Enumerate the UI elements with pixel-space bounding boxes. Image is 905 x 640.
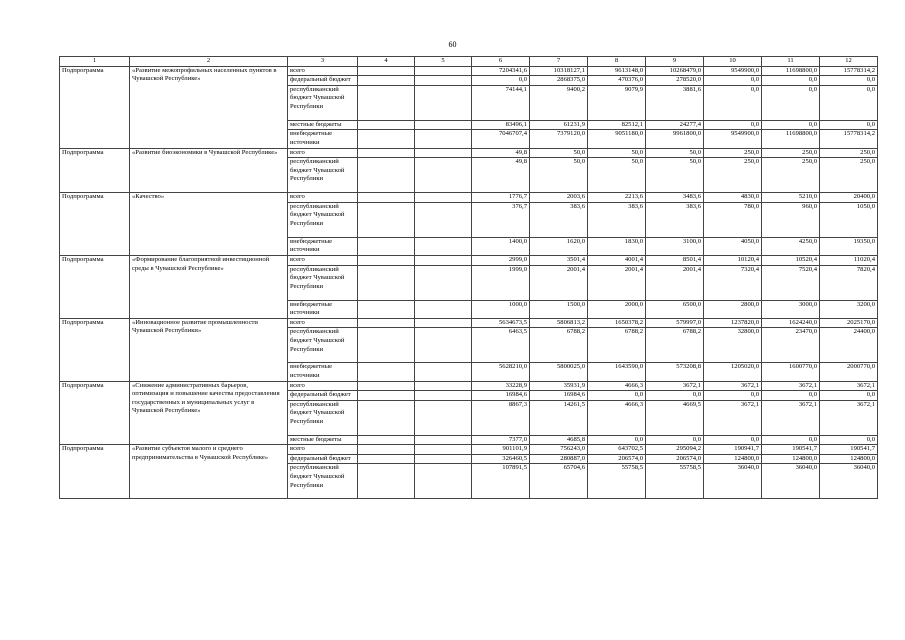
value-cell: 0,0 <box>472 76 530 86</box>
empty-cell <box>358 381 415 391</box>
value-cell: 33228,9 <box>472 381 530 391</box>
value-cell: 1643590,0 <box>588 363 646 381</box>
value-cell: 3672,1 <box>704 400 762 435</box>
value-cell: 5634673,5 <box>472 318 530 328</box>
value-cell: 2800,0 <box>704 300 762 318</box>
value-cell: 0,0 <box>820 391 878 401</box>
funding-source-cell: республиканский бюджет Чувашской Республики <box>288 265 358 300</box>
value-cell: 7204341,6 <box>472 66 530 76</box>
value-cell: 0,0 <box>762 85 820 120</box>
table-body <box>60 57 878 499</box>
funding-source-cell: всего <box>288 148 358 158</box>
program-kind-cell: Подпрограмма <box>60 445 130 499</box>
value-cell: 470376,0 <box>588 76 646 86</box>
value-cell: 901101,9 <box>472 445 530 455</box>
empty-cell <box>415 255 472 265</box>
value-cell: 3672,1 <box>646 381 704 391</box>
value-cell: 36040,0 <box>762 464 820 499</box>
value-cell: 2003,6 <box>530 193 588 203</box>
empty-cell <box>415 193 472 203</box>
value-cell: 82512,1 <box>588 120 646 130</box>
empty-cell <box>358 464 415 499</box>
value-cell: 250,0 <box>820 158 878 193</box>
table-row <box>60 318 878 328</box>
table-row <box>60 445 878 455</box>
value-cell: 250,0 <box>762 158 820 193</box>
value-cell: 11698800,0 <box>762 66 820 76</box>
funding-source-cell: внебюджетные источники <box>288 300 358 318</box>
value-cell: 4830,0 <box>704 193 762 203</box>
empty-cell <box>358 445 415 455</box>
value-cell: 0,0 <box>704 85 762 120</box>
value-cell: 20400,0 <box>820 193 878 203</box>
funding-source-cell: федеральный бюджет <box>288 76 358 86</box>
value-cell: 16984,6 <box>530 391 588 401</box>
column-number-9: 9 <box>646 57 704 67</box>
value-cell: 250,0 <box>704 158 762 193</box>
funding-source-cell: всего <box>288 445 358 455</box>
empty-cell <box>415 158 472 193</box>
value-cell: 5210,0 <box>762 193 820 203</box>
value-cell: 10120,4 <box>704 255 762 265</box>
table-row <box>60 148 878 158</box>
empty-cell <box>415 202 472 237</box>
value-cell: 9400,2 <box>530 85 588 120</box>
empty-cell <box>358 400 415 435</box>
value-cell: 1999,0 <box>472 265 530 300</box>
funding-source-cell: республиканский бюджет Чувашской Республики <box>288 158 358 193</box>
value-cell: 55758,5 <box>588 464 646 499</box>
page-number: 60 <box>448 40 457 49</box>
funding-source-cell: внебюджетные источники <box>288 237 358 255</box>
empty-cell <box>358 328 415 363</box>
empty-cell <box>358 318 415 328</box>
value-cell: 206574,0 <box>646 454 704 464</box>
value-cell: 1830,0 <box>588 237 646 255</box>
value-cell: 36040,0 <box>704 464 762 499</box>
empty-cell <box>415 66 472 76</box>
empty-cell <box>415 381 472 391</box>
value-cell: 383,6 <box>530 202 588 237</box>
table-row <box>60 255 878 265</box>
value-cell: 11020,4 <box>820 255 878 265</box>
value-cell: 4050,0 <box>704 237 762 255</box>
value-cell: 3672,1 <box>820 381 878 391</box>
value-cell: 2001,4 <box>646 265 704 300</box>
value-cell: 24400,0 <box>820 328 878 363</box>
funding-source-cell: всего <box>288 381 358 391</box>
value-cell: 83496,1 <box>472 120 530 130</box>
funding-source-cell: федеральный бюджет <box>288 391 358 401</box>
value-cell: 383,6 <box>588 202 646 237</box>
value-cell: 4669,5 <box>646 400 704 435</box>
column-number-row <box>60 57 878 67</box>
value-cell: 15778314,2 <box>820 66 878 76</box>
value-cell: 3672,1 <box>820 400 878 435</box>
empty-cell <box>415 318 472 328</box>
value-cell: 0,0 <box>820 435 878 445</box>
value-cell: 50,0 <box>588 158 646 193</box>
empty-cell <box>358 363 415 381</box>
value-cell: 0,0 <box>762 435 820 445</box>
value-cell: 2999,0 <box>472 255 530 265</box>
empty-cell <box>358 265 415 300</box>
value-cell: 1500,0 <box>530 300 588 318</box>
value-cell: 0,0 <box>588 391 646 401</box>
funding-source-cell: всего <box>288 318 358 328</box>
value-cell: 5628210,0 <box>472 363 530 381</box>
empty-cell <box>358 454 415 464</box>
program-kind-cell: Подпрограмма <box>60 66 130 148</box>
value-cell: 124800,0 <box>704 454 762 464</box>
empty-cell <box>415 300 472 318</box>
value-cell: 36040,0 <box>820 464 878 499</box>
value-cell: 1776,7 <box>472 193 530 203</box>
value-cell: 0,0 <box>588 435 646 445</box>
value-cell: 3100,0 <box>646 237 704 255</box>
value-cell: 1000,0 <box>472 300 530 318</box>
value-cell: 50,0 <box>588 148 646 158</box>
column-number-4: 4 <box>358 57 415 67</box>
value-cell: 579997,0 <box>646 318 704 328</box>
value-cell: 7046707,4 <box>472 130 530 148</box>
value-cell: 6788,2 <box>588 328 646 363</box>
value-cell: 49,8 <box>472 148 530 158</box>
empty-cell <box>358 202 415 237</box>
value-cell: 124800,0 <box>762 454 820 464</box>
value-cell: 1624240,0 <box>762 318 820 328</box>
funding-source-cell: республиканский бюджет Чувашской Республики <box>288 85 358 120</box>
value-cell: 4666,3 <box>588 381 646 391</box>
empty-cell <box>415 454 472 464</box>
value-cell: 250,0 <box>762 148 820 158</box>
value-cell: 1600770,0 <box>762 363 820 381</box>
value-cell: 3672,1 <box>762 381 820 391</box>
program-kind-cell: Подпрограмма <box>60 318 130 381</box>
empty-cell <box>358 193 415 203</box>
value-cell: 0,0 <box>762 391 820 401</box>
value-cell: 7520,4 <box>762 265 820 300</box>
value-cell: 107891,5 <box>472 464 530 499</box>
value-cell: 573208,8 <box>646 363 704 381</box>
value-cell: 2000770,0 <box>820 363 878 381</box>
empty-cell <box>415 435 472 445</box>
empty-cell <box>415 445 472 455</box>
value-cell: 643702,5 <box>588 445 646 455</box>
value-cell: 1650378,2 <box>588 318 646 328</box>
funding-source-cell: республиканский бюджет Чувашской Республики <box>288 464 358 499</box>
value-cell: 50,0 <box>646 158 704 193</box>
program-kind-cell: Подпрограмма <box>60 148 130 193</box>
funding-source-cell: республиканский бюджет Чувашской Республики <box>288 400 358 435</box>
table-row <box>60 66 878 76</box>
funding-source-cell: местные бюджеты <box>288 120 358 130</box>
value-cell: 3672,1 <box>762 400 820 435</box>
empty-cell <box>358 85 415 120</box>
column-number-5: 5 <box>415 57 472 67</box>
value-cell: 32800,0 <box>704 328 762 363</box>
program-name-cell: «Качество» <box>130 193 288 256</box>
value-cell: 65704,6 <box>530 464 588 499</box>
value-cell: 2000,0 <box>588 300 646 318</box>
value-cell: 278520,0 <box>646 76 704 86</box>
value-cell: 0,0 <box>646 391 704 401</box>
value-cell: 10268479,0 <box>646 66 704 76</box>
value-cell: 0,0 <box>704 435 762 445</box>
value-cell: 1050,0 <box>820 202 878 237</box>
budget-table <box>59 56 878 499</box>
column-number-3: 3 <box>288 57 358 67</box>
column-number-2: 2 <box>130 57 288 67</box>
value-cell: 7377,0 <box>472 435 530 445</box>
value-cell: 3000,0 <box>762 300 820 318</box>
value-cell: 1620,0 <box>530 237 588 255</box>
empty-cell <box>358 300 415 318</box>
value-cell: 1400,0 <box>472 237 530 255</box>
value-cell: 3200,0 <box>820 300 878 318</box>
value-cell: 6500,0 <box>646 300 704 318</box>
column-number-10: 10 <box>704 57 762 67</box>
value-cell: 0,0 <box>704 391 762 401</box>
value-cell: 6788,2 <box>646 328 704 363</box>
empty-cell <box>415 265 472 300</box>
value-cell: 0,0 <box>646 435 704 445</box>
empty-cell <box>415 363 472 381</box>
value-cell: 10520,4 <box>762 255 820 265</box>
program-kind-cell: Подпрограмма <box>60 193 130 256</box>
program-name-cell: «Развитие биоэкономики в Чувашской Республике» <box>130 148 288 193</box>
funding-source-cell: республиканский бюджет Чувашской Республики <box>288 328 358 363</box>
empty-cell <box>358 391 415 401</box>
funding-source-cell: местные бюджеты <box>288 435 358 445</box>
value-cell: 49,8 <box>472 158 530 193</box>
value-cell: 9549900,0 <box>704 130 762 148</box>
empty-cell <box>358 120 415 130</box>
empty-cell <box>358 158 415 193</box>
value-cell: 3881,6 <box>646 85 704 120</box>
value-cell: 4250,0 <box>762 237 820 255</box>
empty-cell <box>415 120 472 130</box>
table-row <box>60 381 878 391</box>
empty-cell <box>358 435 415 445</box>
value-cell: 3672,1 <box>704 381 762 391</box>
value-cell: 11698800,0 <box>762 130 820 148</box>
funding-source-cell: республиканский бюджет Чувашской Республики <box>288 202 358 237</box>
empty-cell <box>415 464 472 499</box>
program-kind-cell: Подпрограмма <box>60 255 130 318</box>
value-cell: 9051180,0 <box>588 130 646 148</box>
value-cell: 50,0 <box>646 148 704 158</box>
table-row <box>60 193 878 203</box>
column-number-1: 1 <box>60 57 130 67</box>
value-cell: 50,0 <box>530 148 588 158</box>
program-name-cell: «Инновационное развитие промышленности Чувашской Республики» <box>130 318 288 381</box>
funding-source-cell: внебюджетные источники <box>288 130 358 148</box>
value-cell: 15778314,2 <box>820 130 878 148</box>
value-cell: 206574,0 <box>588 454 646 464</box>
empty-cell <box>358 255 415 265</box>
value-cell: 0,0 <box>762 76 820 86</box>
value-cell: 383,6 <box>646 202 704 237</box>
value-cell: 295094,2 <box>646 445 704 455</box>
value-cell: 8867,3 <box>472 400 530 435</box>
value-cell: 4001,4 <box>588 255 646 265</box>
value-cell: 61231,9 <box>530 120 588 130</box>
value-cell: 190941,7 <box>704 445 762 455</box>
funding-source-cell: всего <box>288 255 358 265</box>
program-name-cell: «Снижение административных барьеров, оптимизация и повышение качества предоставления государственных и муниципальных услуг в Чувашской Республике» <box>130 381 288 445</box>
value-cell: 10318127,1 <box>530 66 588 76</box>
funding-source-cell: федеральный бюджет <box>288 454 358 464</box>
value-cell: 6788,2 <box>530 328 588 363</box>
empty-cell <box>415 391 472 401</box>
empty-cell <box>358 76 415 86</box>
value-cell: 9961800,0 <box>646 130 704 148</box>
program-kind-cell: Подпрограмма <box>60 381 130 445</box>
value-cell: 0,0 <box>820 76 878 86</box>
column-number-6: 6 <box>472 57 530 67</box>
value-cell: 280887,0 <box>530 454 588 464</box>
funding-source-cell: всего <box>288 193 358 203</box>
value-cell: 8501,4 <box>646 255 704 265</box>
column-number-12: 12 <box>820 57 878 67</box>
value-cell: 55758,5 <box>646 464 704 499</box>
value-cell: 2001,4 <box>588 265 646 300</box>
program-name-cell: «Развитие межопрофильных населенных пунктов в Чувашской Республике» <box>130 66 288 148</box>
value-cell: 6463,5 <box>472 328 530 363</box>
value-cell: 2868375,0 <box>530 76 588 86</box>
value-cell: 250,0 <box>820 148 878 158</box>
value-cell: 0,0 <box>820 85 878 120</box>
value-cell: 2025170,0 <box>820 318 878 328</box>
value-cell: 7320,4 <box>704 265 762 300</box>
value-cell: 5806813,2 <box>530 318 588 328</box>
value-cell: 124800,0 <box>820 454 878 464</box>
empty-cell <box>358 237 415 255</box>
value-cell: 9549900,0 <box>704 66 762 76</box>
value-cell: 2213,6 <box>588 193 646 203</box>
value-cell: 16984,6 <box>472 391 530 401</box>
program-name-cell: «Формирование благоприятной инвестиционной среды в Чувашской Республике» <box>130 255 288 318</box>
column-number-11: 11 <box>762 57 820 67</box>
value-cell: 3483,6 <box>646 193 704 203</box>
value-cell: 1205020,0 <box>704 363 762 381</box>
value-cell: 35931,9 <box>530 381 588 391</box>
empty-cell <box>415 76 472 86</box>
program-name-cell: «Развитие субъектов малого и среднего предпринимательства в Чувашской Республике» <box>130 445 288 499</box>
value-cell: 14261,5 <box>530 400 588 435</box>
value-cell: 250,0 <box>704 148 762 158</box>
empty-cell <box>415 130 472 148</box>
column-number-8: 8 <box>588 57 646 67</box>
value-cell: 7379120,0 <box>530 130 588 148</box>
empty-cell <box>358 148 415 158</box>
value-cell: 190541,7 <box>820 445 878 455</box>
value-cell: 1237820,0 <box>704 318 762 328</box>
value-cell: 756243,0 <box>530 445 588 455</box>
value-cell: 0,0 <box>762 120 820 130</box>
value-cell: 960,0 <box>762 202 820 237</box>
empty-cell <box>358 66 415 76</box>
value-cell: 2001,4 <box>530 265 588 300</box>
value-cell: 0,0 <box>704 76 762 86</box>
empty-cell <box>415 400 472 435</box>
funding-source-cell: внебюджетные источники <box>288 363 358 381</box>
value-cell: 4666,3 <box>588 400 646 435</box>
value-cell: 0,0 <box>704 120 762 130</box>
value-cell: 50,0 <box>530 158 588 193</box>
value-cell: 4685,8 <box>530 435 588 445</box>
empty-cell <box>415 328 472 363</box>
column-number-7: 7 <box>530 57 588 67</box>
funding-source-cell: всего <box>288 66 358 76</box>
empty-cell <box>358 130 415 148</box>
value-cell: 19350,0 <box>820 237 878 255</box>
value-cell: 326460,5 <box>472 454 530 464</box>
empty-cell <box>415 148 472 158</box>
value-cell: 24277,4 <box>646 120 704 130</box>
value-cell: 3501,4 <box>530 255 588 265</box>
value-cell: 0,0 <box>820 120 878 130</box>
value-cell: 9079,9 <box>588 85 646 120</box>
empty-cell <box>415 85 472 120</box>
value-cell: 376,7 <box>472 202 530 237</box>
value-cell: 7820,4 <box>820 265 878 300</box>
value-cell: 9613148,0 <box>588 66 646 76</box>
empty-cell <box>415 237 472 255</box>
value-cell: 780,0 <box>704 202 762 237</box>
value-cell: 5800025,0 <box>530 363 588 381</box>
value-cell: 190541,7 <box>762 445 820 455</box>
value-cell: 74144,1 <box>472 85 530 120</box>
value-cell: 23470,0 <box>762 328 820 363</box>
